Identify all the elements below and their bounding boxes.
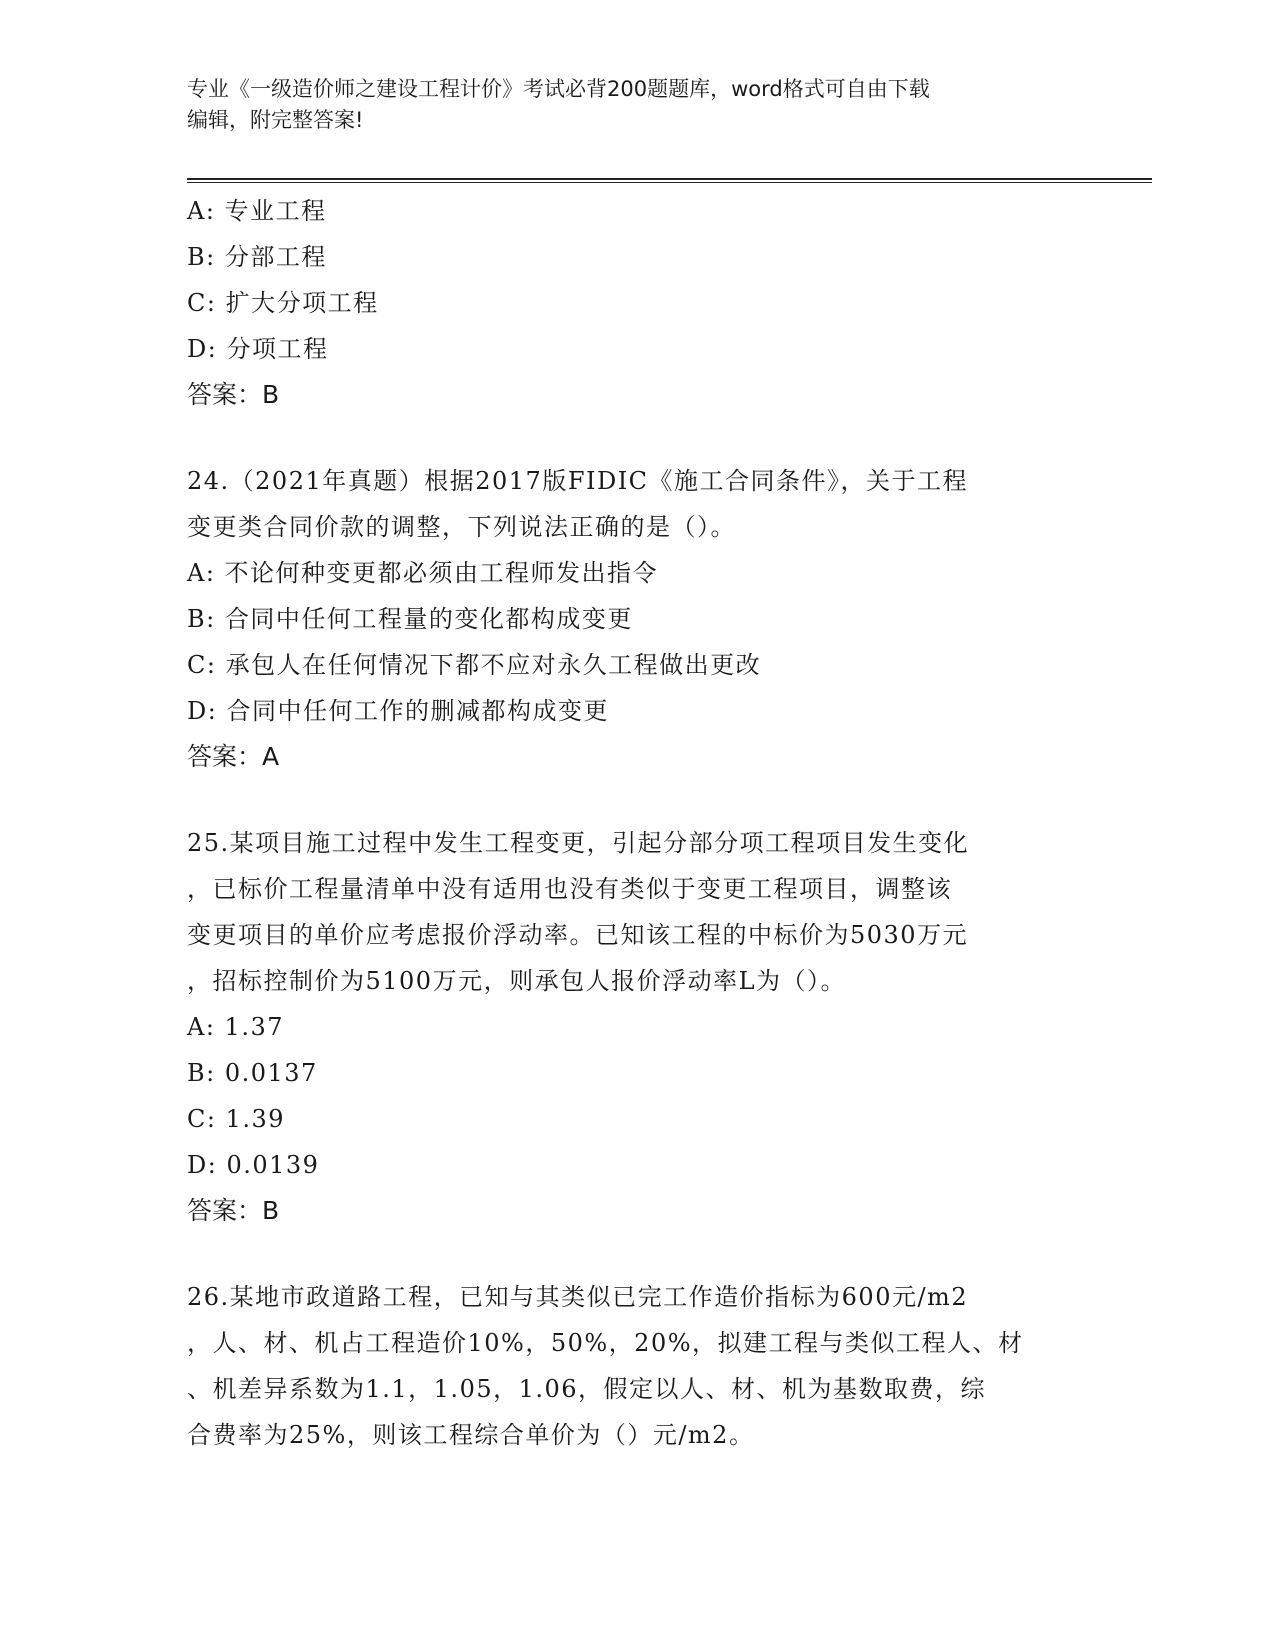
question-stem-line: ，已标价工程量清单中没有适用也没有类似于变更工程项目，调整该	[187, 875, 952, 903]
option-c: C: 1.39	[187, 1105, 286, 1133]
question-stem-line: 24.（2021年真题）根据2017版FIDIC《施工合同条件》，关于工程	[187, 467, 969, 495]
page-header	[187, 74, 1067, 136]
option-a: A: 1.37	[187, 1013, 284, 1041]
header-divider	[187, 178, 1152, 183]
option-d: D: 分项工程	[187, 335, 329, 363]
question-stem-line: 合费率为25%，则该工程综合单价为（）元/m2。	[187, 1421, 755, 1449]
spacer	[187, 780, 1087, 820]
spacer	[187, 418, 1087, 458]
question-23-block	[187, 188, 1087, 418]
question-stem-line: 25.某项目施工过程中发生工程变更，引起分部分项工程项目发生变化	[187, 829, 970, 857]
question-stem-line: 、机差异系数为1.1，1.05，1.06，假定以人、材、机为基数取费，综	[187, 1375, 987, 1403]
question-stem-line: 26.某地市政道路工程，已知与其类似已完工作造价指标为600元/m2	[187, 1283, 969, 1311]
header-line-2: 编辑，附完整答案!	[187, 108, 364, 132]
question-stem-line: ，招标控制价为5100万元，则承包人报价浮动率L为（）。	[187, 967, 847, 995]
question-stem-line: ，人、材、机占工程造价10%，50%，20%，拟建工程与类似工程人、材	[187, 1329, 1024, 1357]
question-24-block	[187, 458, 1087, 780]
option-b: B: 分部工程	[187, 243, 327, 271]
option-a: A: 专业工程	[187, 197, 327, 225]
header-line-1: 专业《一级造价师之建设工程计价》考试必背200题题库，word格式可自由下载	[187, 77, 930, 101]
option-b: B: 0.0137	[187, 1059, 318, 1087]
option-d: D: 合同中任何工作的删减都构成变更	[187, 697, 609, 725]
answer-label: 答案：B	[187, 380, 280, 409]
spacer	[187, 1234, 1087, 1274]
question-stem-line: 变更项目的单价应考虑报价浮动率。已知该工程的中标价为5030万元	[187, 921, 969, 949]
question-25-block	[187, 820, 1087, 1234]
answer-label: 答案：A	[187, 742, 280, 771]
answer-label: 答案：B	[187, 1196, 280, 1225]
option-b: B: 合同中任何工程量的变化都构成变更	[187, 605, 633, 633]
option-d: D: 0.0139	[187, 1151, 320, 1179]
option-a: A: 不论何种变更都必须由工程师发出指令	[187, 559, 659, 587]
question-stem-line: 变更类合同价款的调整，下列说法正确的是（）。	[187, 513, 736, 541]
option-c: C: 承包人在任何情况下都不应对永久工程做出更改	[187, 651, 762, 679]
option-c: C: 扩大分项工程	[187, 289, 379, 317]
question-content	[187, 188, 1087, 1458]
question-26-block	[187, 1274, 1087, 1458]
